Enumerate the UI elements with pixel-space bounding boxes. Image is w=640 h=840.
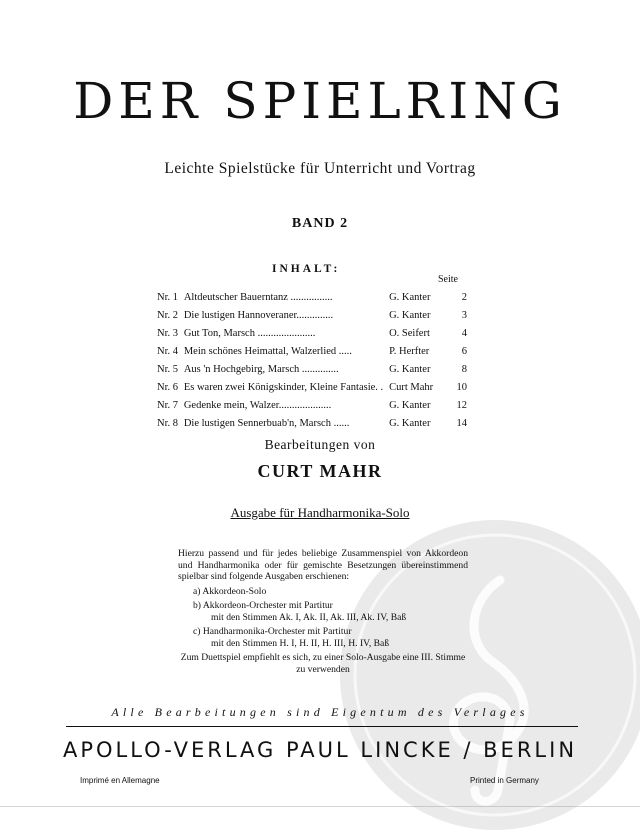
toc-composer: G. Kanter	[389, 400, 431, 411]
toc-row	[157, 325, 467, 343]
toc-row	[157, 343, 467, 361]
toc-number: Nr. 8	[157, 418, 178, 429]
toc-title: Die lustigen Hannoveraner..............	[183, 310, 334, 321]
toc-title: Mein schönes Heimattal, Walzerlied .....	[183, 346, 352, 357]
toc-composer: G. Kanter	[389, 418, 431, 429]
toc-number: Nr. 5	[157, 364, 178, 375]
arrangements-label: Bearbeitungen von	[264, 437, 376, 452]
toc-title: Gut Ton, Marsch ......................	[183, 328, 316, 339]
toc-page: 8	[461, 364, 467, 375]
toc-title: Es waren zwei Königskinder, Kleine Fantasie. .	[183, 382, 384, 393]
toc-title: Altdeutscher Bauerntanz ................	[183, 292, 333, 303]
toc-composer: O. Seifert	[389, 328, 430, 339]
duet-note: Zum Duettspiel empfiehlt es sich, zu einer Solo-Ausgabe eine III. Stimme zu verwenden	[180, 652, 466, 675]
imprint-english: Printed in Germany	[470, 776, 539, 785]
toc-title: Aus 'n Hochgebirg, Marsch ..............	[183, 364, 339, 375]
toc-number: Nr. 1	[157, 292, 178, 303]
divider	[66, 726, 578, 727]
toc-page: 12	[456, 400, 467, 411]
toc-page: 4	[461, 328, 467, 339]
toc-composer: Curt Mahr	[389, 382, 434, 393]
toc-composer: G. Kanter	[389, 292, 431, 303]
toc-row	[157, 361, 467, 379]
arranger-name: CURT MAHR	[257, 461, 383, 481]
toc-number: Nr. 3	[157, 328, 178, 339]
toc-page: 6	[461, 346, 467, 357]
subtitle: Leichte Spielstücke für Unterricht und Vortrag	[164, 160, 476, 177]
imprint-french: Imprimé en Allemagne	[80, 776, 160, 785]
edition-option-a: a) Akkordeon-Solo	[193, 585, 267, 597]
toc-title: Gedenke mein, Walzer....................	[183, 400, 332, 411]
contents-heading: INHALT:	[272, 263, 341, 275]
rights-notice: Alle Bearbeitungen sind Eigentum des Verlages	[111, 705, 529, 719]
table-of-contents	[157, 289, 467, 433]
toc-title: Die lustigen Sennerbuab'n, Marsch ......	[183, 418, 350, 429]
toc-composer: G. Kanter	[389, 310, 431, 321]
page-title: DER SPIELRING	[73, 72, 567, 130]
toc-composer: G. Kanter	[389, 364, 431, 375]
toc-number: Nr. 6	[157, 382, 178, 393]
edition-option-b-detail: mit den Stimmen Ak. I, Ak. II, Ak. III, Ak. IV, Baß	[211, 611, 407, 623]
toc-page: 3	[461, 310, 467, 321]
toc-row	[157, 289, 467, 307]
toc-number: Nr. 4	[157, 346, 178, 357]
edition-option-b: b) Akkordeon-Orchester mit Partitur	[193, 600, 333, 611]
toc-page: 14	[456, 418, 467, 429]
edition-text: Ausgabe für Handharmonika-Solo	[230, 505, 410, 520]
toc-page: 2	[461, 292, 467, 303]
toc-number: Nr. 7	[157, 400, 178, 411]
volume-label: BAND 2	[291, 216, 349, 231]
toc-composer: P. Herfter	[389, 346, 430, 357]
page-edge-line	[0, 806, 640, 807]
editions-info	[178, 548, 468, 675]
toc-row	[157, 307, 467, 325]
toc-row	[157, 397, 467, 415]
edition-label	[0, 505, 640, 521]
page-column-label: Seite	[438, 274, 458, 285]
toc-number: Nr. 2	[157, 310, 178, 321]
edition-option-c: c) Handharmonika-Orchester mit Partitur	[193, 626, 352, 637]
toc-row	[157, 379, 467, 397]
toc-row	[157, 415, 467, 433]
editions-intro: Hierzu passend und für jedes beliebige Zusammenspiel von Akkordeon und Handharmonika oder für gemischte Besetzungen übereinstimmend spielbar sind folgende Ausgaben erschienen:	[178, 548, 468, 582]
publisher-name: APOLLO-VERLAG PAUL LINCKE / BERLIN	[62, 738, 578, 762]
edition-option-c-detail: mit den Stimmen H. I, H. II, H. III, H. IV, Baß	[211, 637, 390, 649]
toc-page: 10	[456, 382, 467, 393]
